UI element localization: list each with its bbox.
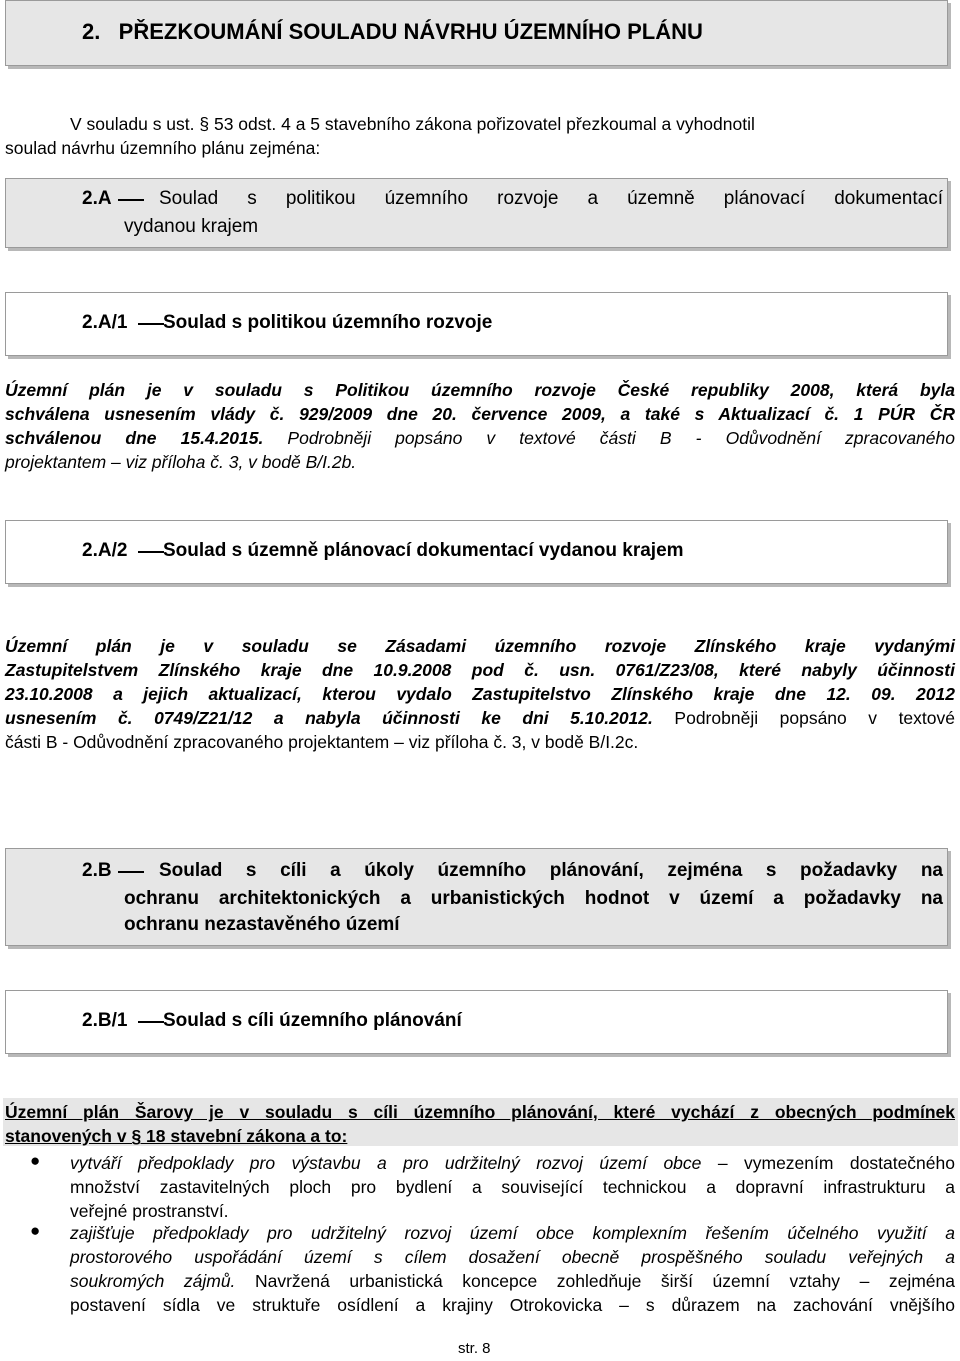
section-title: 2. PŘEZKOUMÁNÍ SOULADU NÁVRHU ÚZEMNÍHO PLÁNU bbox=[82, 19, 703, 44]
bullet-1-line-3: veřejné prostranství. bbox=[70, 1201, 229, 1221]
subsection-2a1-title: Soulad s politikou územního rozvoje bbox=[163, 312, 493, 333]
para-2a2-line-2: Zastupitelstvem Zlínského kraje dne 10.9.2008 pod č. usn. 0761/Z23/08, které nabyly účinnosti bbox=[5, 660, 955, 680]
bullet-2-line-2: prostorového uspořádání území s cílem dosažení obecně prospěšného souladu veřejných a bbox=[70, 1247, 955, 1267]
bullet-2-line-3-normal: Navržená urbanistická koncepce zohledňuje širší územní vztahy – zejména bbox=[235, 1271, 955, 1291]
subsection-2a-title-line-1: Soulad s politikou územního rozvoje a územně plánovací dokumentací bbox=[159, 188, 943, 209]
para-2a2-line-1: Územní plán je v souladu se Zásadami územního rozvoje Zlínského kraje vydanými bbox=[5, 636, 955, 656]
bullet-1-line-1 bbox=[70, 1151, 955, 1175]
page-number: str. 8 bbox=[458, 1340, 491, 1357]
para-2a2-line-3: 23.10.2008 a jejich aktualizací, kterou vydalo Zastupitelstvo Zlínského kraje dne 12. 09. 2012 bbox=[5, 684, 955, 704]
para-2a2-line-4-bold: usnesením č. 0749/Z21/12 a nabyla účinnosti ke dni 5.10.2012. bbox=[5, 708, 653, 728]
subsection-2b-title-line-2: ochranu architektonických a urbanistických hodnot v území a požadavky na bbox=[124, 888, 943, 909]
dash-separator bbox=[138, 551, 164, 553]
bullet-marker: ● bbox=[30, 1221, 41, 1240]
subsection-2a2-number: 2.A/2 bbox=[82, 540, 128, 561]
subsection-2b1-title: Soulad s cíli územního plánování bbox=[163, 1010, 462, 1031]
subsection-2b-title-line-3: ochranu nezastavěného území bbox=[124, 914, 400, 935]
dash-separator bbox=[118, 871, 144, 873]
bullet-1-line-2: množství zastavitelných ploch pro bydlení a související technickou a dopravní infrastrukturu a bbox=[70, 1177, 955, 1197]
subsection-2b-number: 2.B bbox=[82, 860, 112, 881]
subsection-2a2-title: Soulad s územně plánovací dokumentací vydanou krajem bbox=[163, 540, 684, 561]
subsection-2b-box bbox=[5, 848, 948, 946]
para-2a1-line-3 bbox=[5, 426, 955, 450]
para-2a2-line-4 bbox=[5, 706, 955, 730]
subsection-2a1-box bbox=[5, 292, 948, 356]
para-2a1-line-2: schválena usnesením vlády č. 929/2009 dne 20. července 2009, a také s Aktualizací č. 1 PÚR ČR bbox=[5, 404, 955, 424]
subsection-2b1-box bbox=[5, 990, 948, 1054]
subsection-2a2-box bbox=[5, 520, 948, 584]
intro-line-2: soulad návrhu územního plánu zejména: bbox=[5, 138, 321, 158]
subsection-2a-number: 2.A bbox=[82, 188, 112, 209]
para-2b1-line-2: stanovených v § 18 stavební zákona a to: bbox=[5, 1126, 348, 1146]
bullet-marker: ● bbox=[30, 1151, 41, 1170]
dash-separator bbox=[138, 1021, 164, 1023]
bullet-2-line-3 bbox=[70, 1269, 955, 1293]
para-2a1-line-4: projektantem – viz příloha č. 3, v bodě B/I.2b. bbox=[5, 452, 357, 472]
subsection-2a-box bbox=[5, 178, 948, 248]
bullet-2-line-1: zajišťuje předpoklady pro udržitelný rozvoj území obce komplexním řešením účelného využití a bbox=[70, 1223, 955, 1243]
para-2a2-line-5: části B - Odůvodnění zpracovaného projektantem – viz příloha č. 3, v bodě B/I.2c. bbox=[5, 732, 639, 752]
section-heading-box bbox=[5, 0, 948, 66]
dash-separator bbox=[138, 323, 164, 325]
para-2a1-line-1: Územní plán je v souladu s Politikou územního rozvoje České republiky 2008, která byla bbox=[5, 380, 955, 400]
subsection-2a-title-line-2: vydanou krajem bbox=[124, 216, 259, 237]
intro-line-1: V souladu s ust. § 53 odst. 4 a 5 stavebního zákona pořizovatel přezkoumal a vyhodnotil bbox=[70, 114, 755, 134]
dash-separator bbox=[118, 199, 144, 201]
para-2a2-line-4-normal: Podrobněji popsáno v textové bbox=[652, 708, 955, 728]
subsection-2b-title-line-1: Soulad s cíli a úkoly územního plánování, zejména s požadavky na bbox=[159, 860, 943, 881]
subsection-2b1-number: 2.B/1 bbox=[82, 1010, 128, 1031]
para-2b1-line-1: Územní plán Šarovy je v souladu s cíli územního plánování, které vychází z obecných podmínek bbox=[5, 1102, 955, 1122]
subsection-2a1-number: 2.A/1 bbox=[82, 312, 128, 333]
para-2a1-line-3-italic: Podrobněji popsáno v textové části B - Odůvodnění zpracovaného bbox=[263, 428, 955, 448]
para-2a1-line-3-bold: schválenou dne 15.4.2015. bbox=[5, 428, 264, 448]
bullet-1-line-1-normal: – vymezením dostatečného bbox=[701, 1153, 955, 1173]
bullet-1-line-1-italic: vytváří předpoklady pro výstavbu a pro udržitelný rozvoj území obce bbox=[70, 1153, 702, 1173]
bullet-2-line-4: postavení sídla ve struktuře osídlení a krajiny Otrokovicka – s důrazem na zachování vnějšího bbox=[70, 1295, 955, 1315]
bullet-2-line-3-italic: soukromých zájmů. bbox=[70, 1271, 236, 1291]
